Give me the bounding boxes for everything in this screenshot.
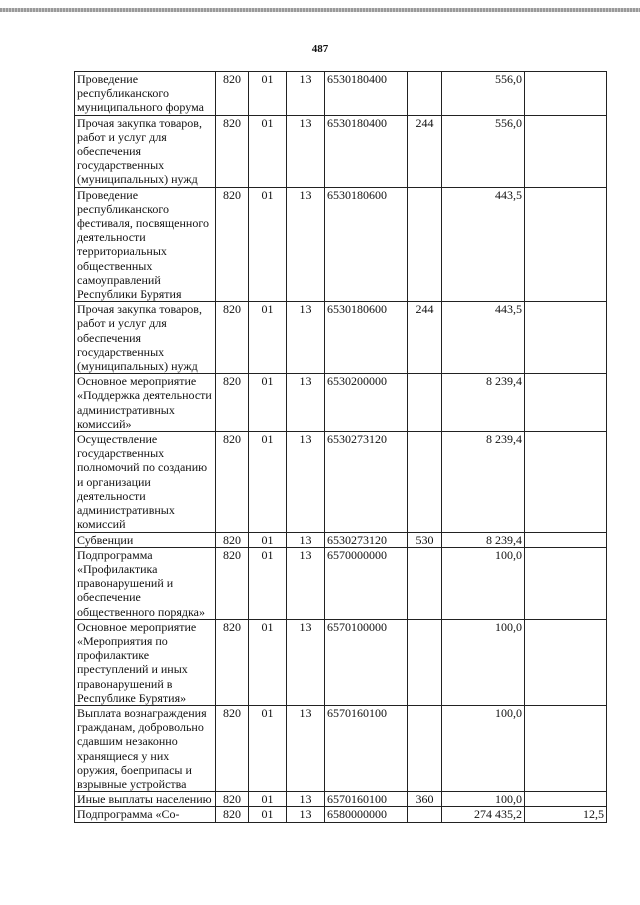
row-amount-2 <box>525 374 607 432</box>
row-amount: 8 239,4 <box>442 374 525 432</box>
row-name: Иные выплаты населению <box>75 792 216 807</box>
row-subsection-code: 13 <box>287 705 325 791</box>
table-row <box>75 792 607 807</box>
row-name: Основное мероприятие «Поддержка деятельности административных комиссий» <box>75 374 216 432</box>
table-row <box>75 115 607 187</box>
row-subsection-code: 13 <box>287 532 325 547</box>
row-subsection-code: 13 <box>287 547 325 619</box>
row-ministry-code: 820 <box>216 547 249 619</box>
row-amount: 443,5 <box>442 302 525 374</box>
table-row <box>75 532 607 547</box>
row-expense-type <box>408 705 442 791</box>
row-amount-2 <box>525 547 607 619</box>
row-section-code: 01 <box>249 374 287 432</box>
row-amount-2 <box>525 705 607 791</box>
budget-table <box>74 71 607 823</box>
row-subsection-code: 13 <box>287 432 325 532</box>
row-subsection-code: 13 <box>287 807 325 822</box>
scan-top-border <box>0 8 640 12</box>
row-expense-type <box>408 187 442 302</box>
row-expense-type: 244 <box>408 115 442 187</box>
row-target-code: 6530273120 <box>325 432 408 532</box>
row-section-code: 01 <box>249 72 287 116</box>
row-amount-2 <box>525 115 607 187</box>
row-amount: 556,0 <box>442 72 525 116</box>
row-ministry-code: 820 <box>216 705 249 791</box>
row-amount: 100,0 <box>442 792 525 807</box>
row-name: Прочая закупка товаров, работ и услуг для обеспечения государственных (муниципальных) нужд <box>75 115 216 187</box>
table-row <box>75 72 607 116</box>
row-amount: 556,0 <box>442 115 525 187</box>
table-row <box>75 807 607 822</box>
row-subsection-code: 13 <box>287 72 325 116</box>
row-expense-type <box>408 432 442 532</box>
row-target-code: 6570160100 <box>325 792 408 807</box>
row-subsection-code: 13 <box>287 187 325 302</box>
row-ministry-code: 820 <box>216 532 249 547</box>
row-target-code: 6530180400 <box>325 115 408 187</box>
row-amount: 8 239,4 <box>442 432 525 532</box>
row-name: Основное мероприятие «Мероприятия по профилактике преступлений и иных правонарушений в Республике Бурятия» <box>75 619 216 705</box>
row-section-code: 01 <box>249 807 287 822</box>
page-number: 487 <box>311 43 329 55</box>
budget-table-body <box>75 72 607 823</box>
row-name: Осуществление государственных полномочий по созданию и организации деятельности административных комиссий <box>75 432 216 532</box>
row-section-code: 01 <box>249 432 287 532</box>
table-row <box>75 187 607 302</box>
row-amount-2 <box>525 532 607 547</box>
row-amount-2 <box>525 432 607 532</box>
row-target-code: 6530180600 <box>325 187 408 302</box>
table-row <box>75 432 607 532</box>
row-amount-2 <box>525 302 607 374</box>
row-name: Проведение республиканского фестиваля, посвященного деятельности территориальных общественных самоуправлений Республики Бурятия <box>75 187 216 302</box>
row-ministry-code: 820 <box>216 374 249 432</box>
row-name: Выплата вознаграждения гражданам, добровольно сдавшим незаконно хранящиеся у них оружия, боеприпасы и взрывные устройства <box>75 705 216 791</box>
row-ministry-code: 820 <box>216 807 249 822</box>
row-section-code: 01 <box>249 187 287 302</box>
table-row <box>75 705 607 791</box>
row-target-code: 6530180400 <box>325 72 408 116</box>
row-amount: 100,0 <box>442 619 525 705</box>
row-section-code: 01 <box>249 792 287 807</box>
row-name: Прочая закупка товаров, работ и услуг для обеспечения государственных (муниципальных) нужд <box>75 302 216 374</box>
row-target-code: 6580000000 <box>325 807 408 822</box>
row-section-code: 01 <box>249 547 287 619</box>
row-amount: 100,0 <box>442 547 525 619</box>
row-target-code: 6530200000 <box>325 374 408 432</box>
row-expense-type: 244 <box>408 302 442 374</box>
row-ministry-code: 820 <box>216 187 249 302</box>
row-expense-type: 530 <box>408 532 442 547</box>
row-expense-type <box>408 547 442 619</box>
row-amount-2 <box>525 187 607 302</box>
row-target-code: 6570000000 <box>325 547 408 619</box>
row-ministry-code: 820 <box>216 72 249 116</box>
row-section-code: 01 <box>249 532 287 547</box>
row-ministry-code: 820 <box>216 432 249 532</box>
row-section-code: 01 <box>249 619 287 705</box>
row-name: Проведение республиканского муниципального форума <box>75 72 216 116</box>
table-row <box>75 547 607 619</box>
table-row <box>75 302 607 374</box>
row-ministry-code: 820 <box>216 115 249 187</box>
row-amount: 274 435,2 <box>442 807 525 822</box>
row-ministry-code: 820 <box>216 619 249 705</box>
table-row <box>75 619 607 705</box>
row-section-code: 01 <box>249 705 287 791</box>
row-amount-2: 12,5 <box>525 807 607 822</box>
row-subsection-code: 13 <box>287 115 325 187</box>
row-amount: 100,0 <box>442 705 525 791</box>
row-amount-2 <box>525 792 607 807</box>
row-ministry-code: 820 <box>216 302 249 374</box>
row-name: Субвенции <box>75 532 216 547</box>
row-amount: 8 239,4 <box>442 532 525 547</box>
row-expense-type: 360 <box>408 792 442 807</box>
row-expense-type <box>408 72 442 116</box>
row-ministry-code: 820 <box>216 792 249 807</box>
row-amount: 443,5 <box>442 187 525 302</box>
row-section-code: 01 <box>249 115 287 187</box>
row-expense-type <box>408 807 442 822</box>
row-target-code: 6530180600 <box>325 302 408 374</box>
row-amount-2 <box>525 619 607 705</box>
row-name: Подпрограмма «Профилактика правонарушений и обеспечение общественного порядка» <box>75 547 216 619</box>
row-amount-2 <box>525 72 607 116</box>
row-target-code: 6570100000 <box>325 619 408 705</box>
row-section-code: 01 <box>249 302 287 374</box>
row-subsection-code: 13 <box>287 374 325 432</box>
table-row <box>75 374 607 432</box>
row-subsection-code: 13 <box>287 619 325 705</box>
row-subsection-code: 13 <box>287 302 325 374</box>
row-expense-type <box>408 374 442 432</box>
row-target-code: 6530273120 <box>325 532 408 547</box>
row-name: Подпрограмма «Со- <box>75 807 216 822</box>
row-target-code: 6570160100 <box>325 705 408 791</box>
row-expense-type <box>408 619 442 705</box>
row-subsection-code: 13 <box>287 792 325 807</box>
